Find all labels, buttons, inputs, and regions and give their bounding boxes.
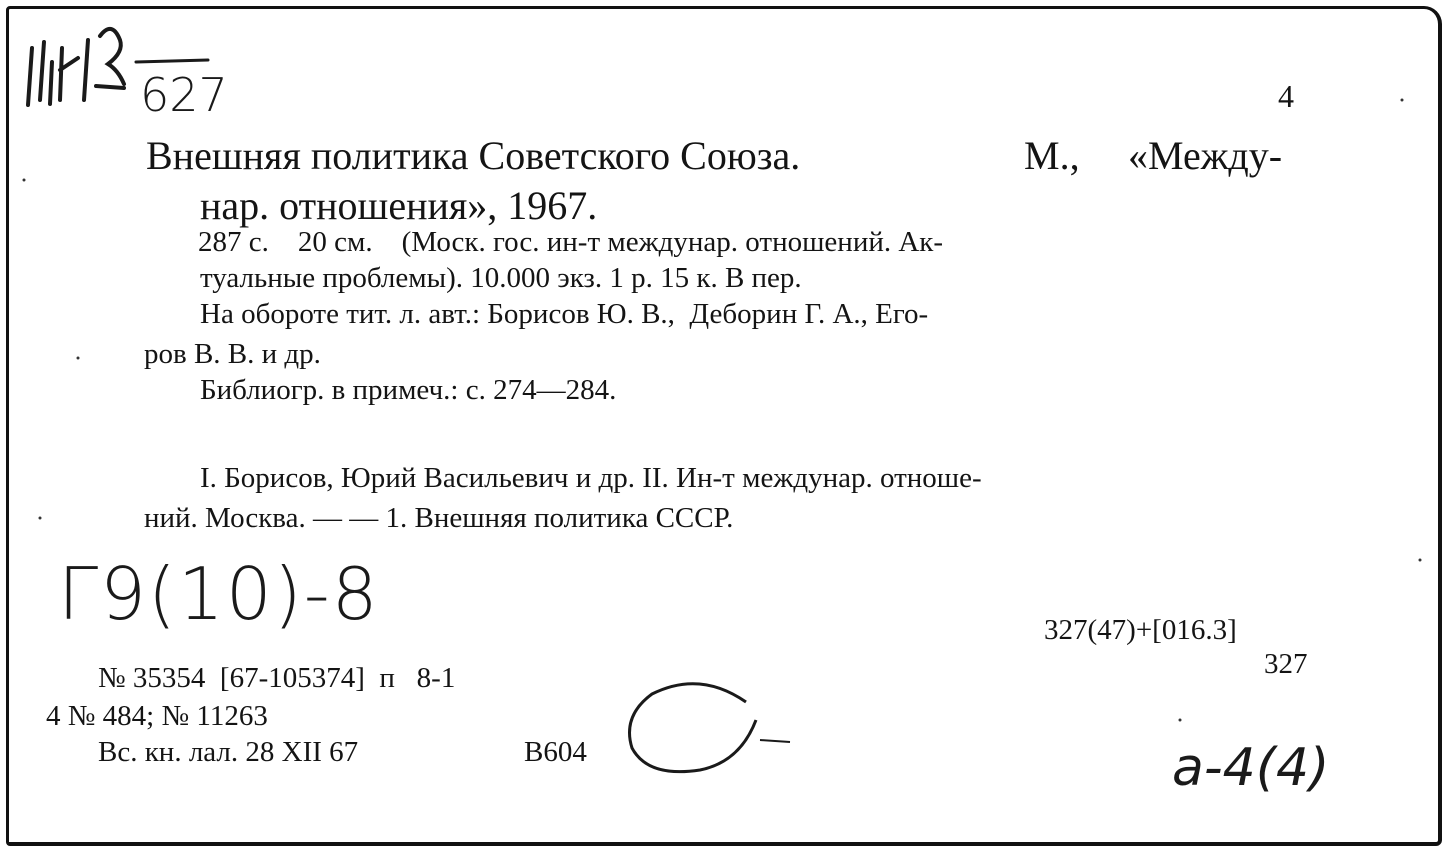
title-line2: нар. отношения», 1967.	[200, 183, 598, 228]
handwritten-classification: Г9(10)-8	[58, 552, 380, 636]
description-line3: На обороте тит. л. авт.: Борисов Ю. В., Деборин Г. А., Его-	[200, 298, 929, 330]
handwritten-bottom-right: a-4(4)	[1172, 738, 1330, 798]
title-line1-title: Внешняя политика Советского Союза.	[146, 133, 801, 178]
imprint-line2: 4 № 484; № 11263	[46, 700, 268, 732]
udc-line2: 327	[1264, 648, 1308, 680]
title-line1-place: М.,	[1024, 133, 1080, 178]
description-line5: Библиогр. в примеч.: с. 274—284.	[200, 374, 617, 406]
shelf-mark: 627	[140, 68, 228, 122]
imprint-line3-right: B604	[524, 736, 587, 768]
tracings-line2: ний. Москва. — — 1. Внешняя политика СССР.	[144, 502, 734, 534]
title-line1-publisher: «Междy-	[1128, 133, 1283, 178]
description-line2: туальные проблемы). 10.000 экз. 1 р. 15 к. В пер.	[200, 262, 802, 294]
udc-line1: 327(47)+[016.3]	[1044, 614, 1237, 646]
card-number: 4	[1278, 78, 1294, 114]
imprint-line3-left: Вс. кн. лал. 28 XII 67	[98, 736, 359, 768]
description-line4: ров В. В. и др.	[144, 338, 321, 370]
description-line1: 287 с. 20 см. (Моск. гос. ин-т междунар. отношений. Ак-	[198, 226, 944, 258]
imprint-line1: № 35354 [67-105374] п 8-1	[98, 662, 456, 694]
tracings-line1: I. Борисов, Юрий Васильевич и др. II. Ин-т междунар. отноше-	[200, 462, 982, 494]
udc-circle-stamp	[630, 684, 791, 772]
